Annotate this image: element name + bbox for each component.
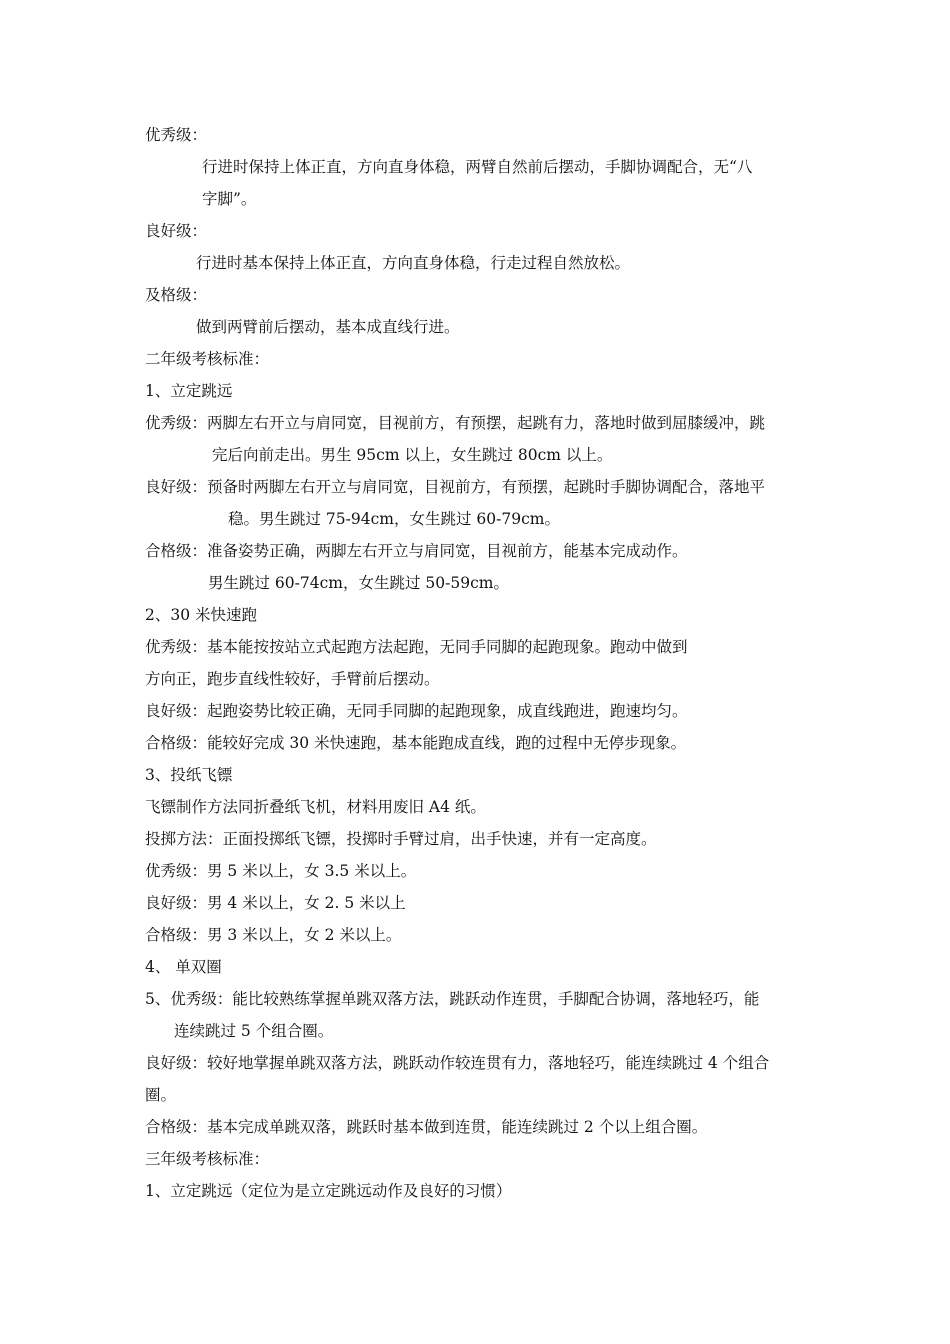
text-line: 优秀级：男 5 米以上，女 3.5 米以上。: [145, 862, 417, 880]
text-line: 稳。男生跳过 75-94cm，女生跳过 60-79cm。: [228, 510, 560, 528]
text-line: 优秀级：两脚左右开立与肩同宽，目视前方，有预摆，起跳有力，落地时做到屈膝缓冲，跳: [145, 414, 766, 432]
text-line: 完后向前走出。男生 95cm 以上，女生跳过 80cm 以上。: [212, 446, 613, 464]
text-line: 良好级：较好地掌握单跳双落方法，跳跃动作较连贯有力，落地轻巧，能连续跳过 4 个组合: [145, 1054, 770, 1072]
text-line: 良好级：男 4 米以上，女 2. 5 米以上: [145, 894, 406, 912]
item-heading: 1、立定跳远（定位为是立定跳远动作及良好的习惯）: [145, 1182, 512, 1200]
text-line: 合格级：基本完成单跳双落，跳跃时基本做到连贯，能连续跳过 2 个以上组合圈。: [145, 1118, 708, 1136]
text-line: 男生跳过 60-74cm，女生跳过 50-59cm。: [208, 574, 509, 592]
text-line: 优秀级：基本能按按站立式起跑方法起跑，无同手同脚的起跑现象。跑动中做到: [145, 638, 688, 656]
text-line: 合格级：准备姿势正确，两脚左右开立与肩同宽，目视前方，能基本完成动作。: [145, 542, 688, 560]
text-line: 连续跳过 5 个组合圈。: [174, 1022, 334, 1040]
text-line: 做到两臂前后摆动，基本成直线行进。: [196, 318, 460, 336]
text-line: 良好级：起跑姿势比较正确，无同手同脚的起跑现象，成直线跑进，跑速均匀。: [145, 702, 688, 720]
text-line: 5、优秀级：能比较熟练掌握单跳双落方法，跳跃动作连贯，手脚配合协调，落地轻巧，能: [145, 990, 760, 1008]
text-line: 及格级：: [145, 286, 208, 304]
item-heading: 4、 单双圈: [145, 958, 222, 976]
text-line: 合格级：能较好完成 30 米快速跑，基本能跑成直线，跑的过程中无停步现象。: [145, 734, 687, 752]
section-heading: 二年级考核标准：: [145, 350, 270, 368]
text-line: 行进时基本保持上体正直，方向直身体稳，行走过程自然放松。: [196, 254, 631, 272]
text-line: 投掷方法：正面投掷纸飞镖，投掷时手臂过肩，出手快速，并有一定高度。: [145, 830, 657, 848]
text-line: 良好级：: [145, 222, 208, 240]
section-heading: 三年级考核标准：: [145, 1150, 270, 1168]
text-line: 合格级：男 3 米以上，女 2 米以上。: [145, 926, 402, 944]
text-line: 飞镖制作方法同折叠纸飞机，材料用废旧 A4 纸。: [145, 798, 486, 816]
text-line: 字脚”。: [202, 190, 257, 208]
item-heading: 2、30 米快速跑: [145, 606, 258, 624]
item-heading: 3、投纸飞镖: [145, 766, 233, 784]
text-line: 方向正，跑步直线性较好，手臂前后摆动。: [145, 670, 440, 688]
text-line: 圈。: [145, 1086, 177, 1104]
text-line: 行进时保持上体正直，方向直身体稳，两臂自然前后摆动，手脚协调配合，无“八: [202, 158, 753, 176]
text-line: 优秀级：: [145, 126, 208, 144]
item-heading: 1、立定跳远: [145, 382, 233, 400]
text-line: 良好级：预备时两脚左右开立与肩同宽，目视前方，有预摆，起跳时手脚协调配合，落地平: [145, 478, 766, 496]
